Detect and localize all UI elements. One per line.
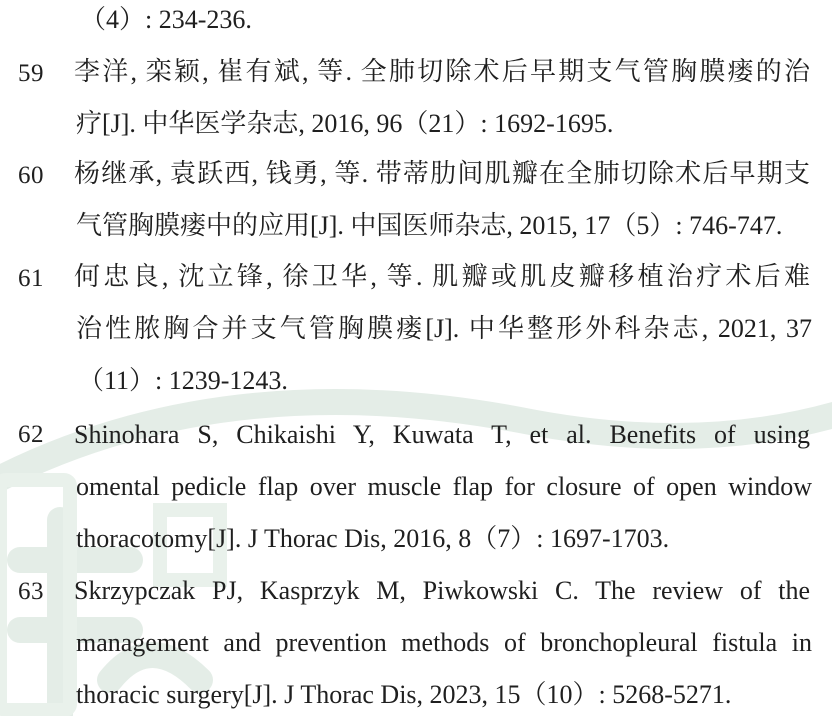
- reference-number-62: 62: [18, 421, 44, 448]
- reference-62-line2: omental pedicle flap over muscle flap for closure of open window: [76, 472, 812, 501]
- reference-62-line3: thoracotomy[J]. J Thorac Dis, 2016, 8（7）: 1697-1703.: [76, 524, 670, 553]
- reference-number-61: 61: [18, 265, 44, 292]
- reference-59-line1: 李洋, 栾颖, 崔有斌, 等. 全肺切除术后早期支气管胸膜瘘的治: [74, 57, 810, 86]
- reference-number-63: 63: [18, 578, 44, 605]
- reference-61-line1: 何忠良, 沈立锋, 徐卫华, 等. 肌瓣或肌皮瓣移植治疗术后难: [74, 262, 810, 291]
- reference-61-line3: （11）: 1239-1243.: [78, 366, 288, 395]
- reference-63-line3: thoracic surgery[J]. J Thorac Dis, 2023, 15（10）: 5268-5271.: [76, 680, 732, 709]
- reference-number-59: 59: [18, 60, 44, 87]
- reference-60-line1: 杨继承, 袁跃西, 钱勇, 等. 带蒂肋间肌瓣在全肺切除术后早期支: [74, 159, 810, 188]
- reference-60-line2: 气管胸膜瘘中的应用[J]. 中国医师杂志, 2015, 17（5）: 746-747.: [76, 211, 783, 240]
- reference-63-line1: Skrzypczak PJ, Kasprzyk M, Piwkowski C. The review of the: [74, 576, 810, 605]
- reference-59-line2: 疗[J]. 中华医学杂志, 2016, 96（21）: 1692-1695.: [76, 109, 614, 138]
- reference-62-line1: Shinohara S, Chikaishi Y, Kuwata T, et al. Benefits of using: [74, 420, 810, 449]
- reference-63-line2: management and prevention methods of bronchopleural fistula in: [76, 628, 812, 657]
- reference-61-line2: 治性脓胸合并支气管胸膜瘘[J]. 中华整形外科杂志, 2021, 37: [76, 314, 812, 343]
- reference-number-60: 60: [18, 162, 44, 189]
- previous-reference-tail: （4）: 234-236.: [80, 5, 252, 34]
